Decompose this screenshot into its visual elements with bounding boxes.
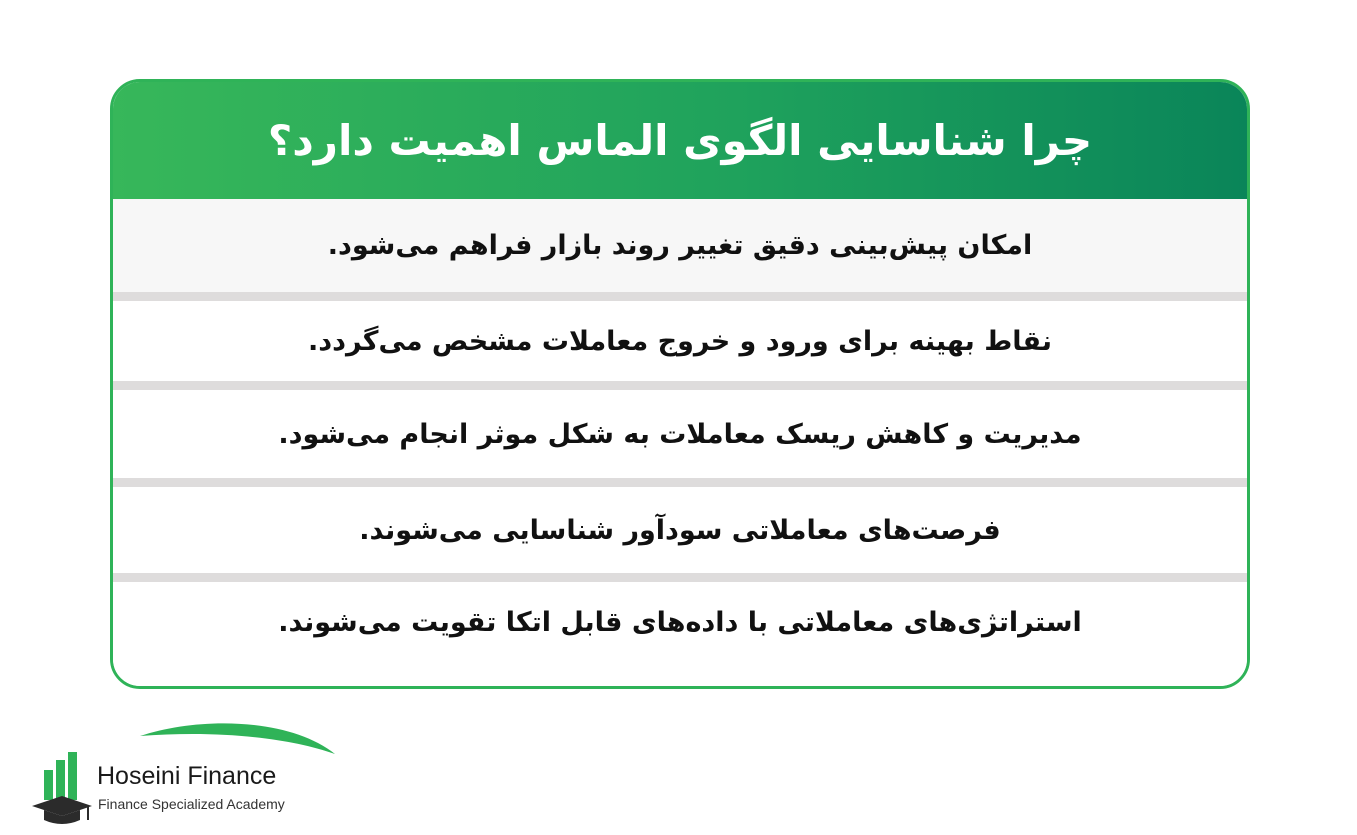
brand-logo — [30, 722, 350, 832]
info-card — [110, 79, 1250, 689]
list-item-text: فرصت‌های معاملاتی سودآور شناسایی می‌شوند. — [359, 514, 1001, 546]
list-item — [113, 390, 1247, 478]
brand-name: Hoseini Finance — [97, 762, 277, 790]
card-header — [113, 82, 1247, 199]
row-divider — [113, 478, 1247, 487]
list-item — [113, 487, 1247, 573]
brand-subtitle: Finance Specialized Academy — [98, 796, 285, 812]
row-divider — [113, 292, 1247, 301]
list-item-text: امکان پیش‌بینی دقیق تغییر روند بازار فراهم می‌شود. — [327, 230, 1033, 261]
list-item — [113, 582, 1247, 686]
list-item — [113, 301, 1247, 381]
row-divider — [113, 573, 1247, 582]
row-divider — [113, 381, 1247, 390]
card-rows — [113, 199, 1247, 686]
card-title: چرا شناسایی الگوی الماس اهمیت دارد؟ — [267, 116, 1093, 165]
list-item-text: نقاط بهینه برای ورود و خروج معاملات مشخص می‌گردد. — [308, 325, 1052, 357]
graduation-cap-bar-chart-icon — [30, 750, 94, 828]
list-item-text: مدیریت و کاهش ریسک معاملات به شکل موثر انجام می‌شود. — [278, 418, 1082, 450]
list-item — [113, 199, 1247, 292]
list-item-text: استراتژی‌های معاملاتی با داده‌های قابل اتکا تقویت می‌شوند. — [278, 606, 1082, 638]
swoosh-icon — [140, 722, 340, 762]
